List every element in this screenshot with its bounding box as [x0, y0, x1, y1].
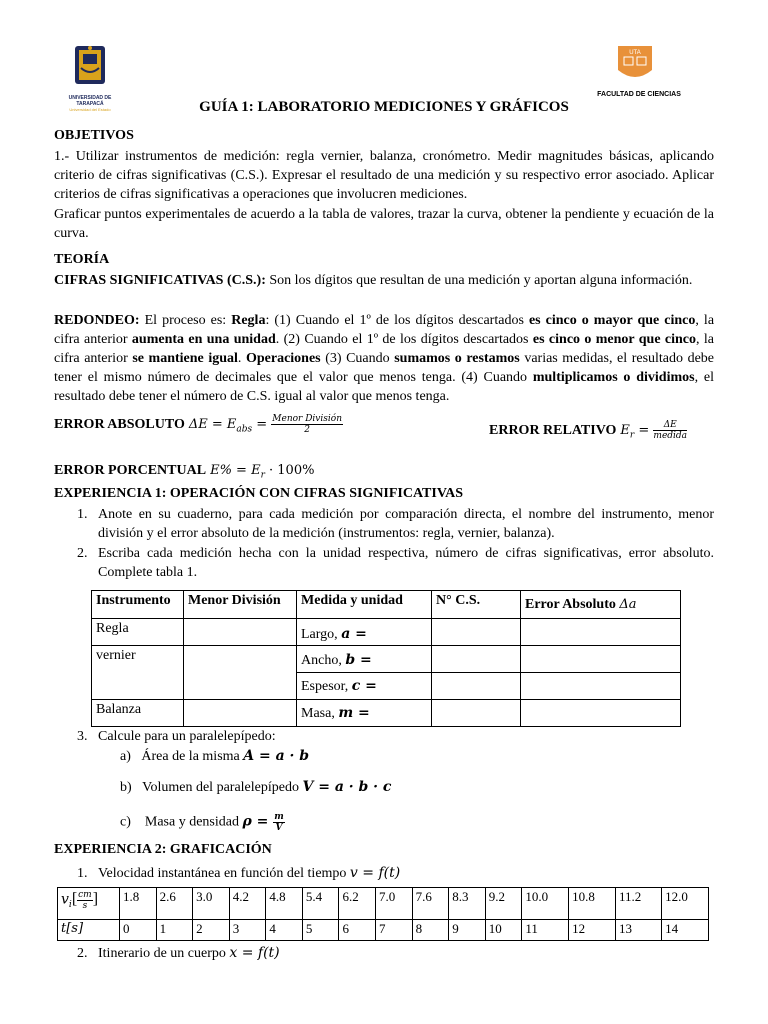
- table-cell: 10.8: [569, 888, 616, 920]
- exp2-item-2-text: Itinerario de un cuerpo: [98, 946, 230, 961]
- redondeo-text: , el resultado debe tener el número de C.S. igual al valor que menos tenga.: [54, 370, 714, 404]
- faculty-logo: [590, 44, 680, 99]
- error-porcentual-expr: [210, 463, 315, 481]
- tabla-1: [91, 590, 681, 727]
- table-cell: 5.4: [302, 888, 339, 920]
- exp1-item-2: Escriba cada medición hecha con la unidad respectiva, número de cifras significativas, error absoluto. Complete tabla 1.: [98, 546, 714, 580]
- sub-item-label: c): [120, 814, 131, 830]
- table-cell: [297, 700, 432, 727]
- table-row: [92, 700, 681, 727]
- table-cell: 1: [156, 920, 193, 941]
- table-cell: 7: [376, 920, 413, 941]
- faculty-name: FACULTAD DE CIENCIAS: [597, 91, 681, 98]
- table-cell: 12: [569, 920, 616, 941]
- math-text: =: [634, 423, 654, 439]
- redondeo-label: REDONDEO:: [54, 313, 140, 328]
- objetivos-paragraph-1: 1.- Utilizar instrumentos de medición: regla vernier, balanza, cronómetro. Medir magnitudes básicas, aplicando criterio de cifras significativas (C.S.). Expresar el resultado de una medición y su respectivo error asociado. Aplicar criterios de cifras significativas a operaciones que involucren mediciones.: [54, 149, 714, 202]
- table-cell-text: Masa,: [301, 706, 339, 721]
- faculty-badge-text: UTA: [629, 50, 641, 56]
- error-porcentual-formula: [54, 461, 314, 481]
- fraction-denominator: V: [275, 823, 283, 833]
- error-absoluto-expr: [188, 417, 272, 435]
- table-row: [58, 888, 709, 920]
- table-cell: vernier: [92, 646, 184, 700]
- fraction-denominator: s: [82, 901, 88, 911]
- sub-item-b: [120, 778, 391, 797]
- table-cell: [297, 619, 432, 646]
- teoria-heading: TEORÍA: [54, 252, 110, 267]
- table-cell: [184, 619, 297, 646]
- table-cell: 4: [266, 920, 303, 941]
- table-cell-text: Ancho,: [301, 653, 346, 668]
- table-cell: [184, 700, 297, 727]
- table-cell: [432, 646, 521, 673]
- density-formula: ρ =: [242, 813, 274, 830]
- table-cell-text: Espesor,: [301, 679, 352, 694]
- sub-item-c: [120, 812, 285, 833]
- table-cell: [432, 700, 521, 727]
- delta-a-symbol: Δa: [619, 597, 637, 612]
- redondeo-text: (3) Cuando: [320, 351, 395, 366]
- redondeo-bold: aumenta en una unidad: [131, 332, 276, 347]
- math-text: =: [252, 417, 272, 433]
- university-name: UNIVERSIDAD DE TARAPACÁ: [68, 95, 112, 107]
- faculty-shield-icon: [590, 44, 680, 86]
- table-cell: 8.3: [449, 888, 486, 920]
- table-cell: 10: [485, 920, 522, 941]
- math-sub: abs: [236, 424, 253, 435]
- redondeo-bold: sumamos o restamos: [394, 351, 520, 366]
- unit-fraction: [77, 890, 93, 911]
- page-title: GUÍA 1: LABORATORIO MEDICIONES Y GRÁFICOS: [199, 99, 569, 115]
- table-cell: 7.6: [412, 888, 449, 920]
- redondeo-bold: es cinco o menor que cinco: [532, 332, 697, 347]
- redondeo-bold: es cinco o mayor que cinco: [528, 313, 696, 328]
- table-cell: 0: [120, 920, 157, 941]
- university-logo: [55, 44, 125, 112]
- exp1-item-3-number: 3.: [77, 729, 88, 744]
- exp2-item-1: [98, 864, 400, 883]
- redondeo-text: .: [237, 351, 246, 366]
- table-cell: [297, 673, 432, 700]
- experiencia-1-heading: EXPERIENCIA 1: OPERACIÓN CON CIFRAS SIGNIFICATIVAS: [54, 486, 464, 501]
- bracket-close: ]: [92, 890, 99, 908]
- table-cell: [432, 619, 521, 646]
- fraction-numerator: ΔE: [653, 420, 687, 431]
- fraction-numerator: m: [274, 812, 284, 822]
- table-cell: 3.0: [193, 888, 230, 920]
- error-relativo-expr: [620, 423, 654, 441]
- table-cell: [521, 700, 681, 727]
- fraction-denominator: 2: [304, 425, 311, 435]
- sub-item-text: Volumen del paralelepípedo: [142, 780, 303, 795]
- experiencia-2-heading: EXPERIENCIA 2: GRAFICACIÓN: [54, 842, 272, 857]
- table-cell: Balanza: [92, 700, 184, 727]
- position-function: x = f(t): [229, 945, 280, 961]
- objetivos-paragraph-2: Graficar puntos experimentales de acuerdo a la tabla de valores, trazar la curva, obtener la pendiente y ecuación de la curva.: [54, 207, 714, 241]
- table-cell: 2.6: [156, 888, 193, 920]
- variable-symbol: m =: [338, 705, 370, 721]
- sub-item-label: a): [120, 749, 131, 764]
- table-cell: 14: [662, 920, 709, 941]
- redondeo-bold: Operaciones: [245, 351, 321, 366]
- math-sub: i: [68, 900, 72, 911]
- table-cell-text: Largo,: [301, 627, 342, 642]
- sub-item-text: Masa y densidad: [144, 814, 243, 830]
- redondeo-text: El proceso es:: [139, 313, 232, 328]
- cifras-significativas-definition: [54, 271, 714, 290]
- exp2-item-2: [98, 944, 280, 963]
- table-header-cell: Medida y unidad: [297, 591, 432, 619]
- bracket-open: [: [71, 890, 78, 908]
- table-cell: [521, 646, 681, 673]
- variable-symbol: c =: [351, 678, 377, 694]
- exp2-item-1-text: Velocidad instantánea en función del tiempo: [98, 866, 350, 881]
- table-cell: [521, 673, 681, 700]
- table-cell: [432, 673, 521, 700]
- cifras-significativas-label: CIFRAS SIGNIFICATIVAS (C.S.):: [54, 273, 266, 288]
- university-tagline: Universidad del Estado: [69, 107, 111, 112]
- table-cell: 12.0: [662, 888, 709, 920]
- table-cell: 9.2: [485, 888, 522, 920]
- variable-symbol: a =: [341, 626, 367, 642]
- table-row: [92, 619, 681, 646]
- density-fraction: [273, 812, 285, 833]
- exp2-item-2-number: 2.: [77, 946, 88, 961]
- redondeo-bold: Regla: [231, 313, 266, 328]
- table-cell: 4.8: [266, 888, 303, 920]
- table-header-cell: [521, 591, 681, 619]
- redondeo-paragraph: [54, 311, 714, 406]
- table-header-cell: N° C.S.: [432, 591, 521, 619]
- velocity-time-table: [57, 887, 709, 941]
- area-formula: A = a · b: [243, 748, 310, 764]
- table-cell: 2: [193, 920, 230, 941]
- time-row-label: t[s]: [58, 920, 120, 941]
- university-shield-icon: [55, 44, 125, 90]
- table-cell: [521, 619, 681, 646]
- error-relativo-formula: [489, 420, 687, 441]
- math-sub: r: [629, 430, 635, 441]
- table-header-cell: Menor División: [184, 591, 297, 619]
- error-absoluto-formula: [54, 414, 343, 435]
- error-relativo-label: ERROR RELATIVO: [489, 423, 617, 439]
- volume-formula: V = a · b · c: [302, 779, 392, 795]
- error-absoluto-label: ERROR ABSOLUTO: [54, 417, 185, 433]
- table-cell: 3: [229, 920, 266, 941]
- table-cell: 9: [449, 920, 486, 941]
- variable-symbol: b =: [345, 652, 372, 668]
- exp1-item-3: Calcule para un paralelepípedo:: [98, 729, 276, 744]
- table-cell: 6.2: [339, 888, 376, 920]
- table-cell: 4.2: [229, 888, 266, 920]
- table-cell: 11: [522, 920, 569, 941]
- redondeo-bold: se mantiene igual: [132, 351, 238, 366]
- math-text: E: [620, 423, 630, 439]
- error-absoluto-fraction: [271, 414, 343, 435]
- redondeo-text: , la cifra anterior: [54, 332, 715, 366]
- sub-item-a: [120, 747, 309, 766]
- fraction-denominator: medida: [653, 431, 688, 441]
- table-cell: Regla: [92, 619, 184, 646]
- sub-item-text: Área de la misma: [141, 749, 244, 764]
- table-cell: 7.0: [376, 888, 413, 920]
- table-row: [92, 646, 681, 673]
- redondeo-text: : (1) Cuando el 1º de los dígitos descartados: [265, 313, 529, 328]
- table-cell: 13: [615, 920, 661, 941]
- redondeo-text: varias medidas, el resultado debe tener el mismo número de decimales que el valor que menos tenga. (4) Cuando: [54, 351, 715, 385]
- math-sub: r: [260, 470, 265, 481]
- exp1-item-2-number: 2.: [77, 546, 88, 561]
- math-text: ΔE = E: [188, 417, 237, 433]
- table-cell: [184, 646, 297, 700]
- cifras-significativas-text: Son los dígitos que resultan de una medición y aportan alguna información.: [265, 273, 693, 288]
- error-relativo-fraction: [653, 420, 687, 441]
- table-cell: [297, 646, 432, 673]
- table-cell: 8: [412, 920, 449, 941]
- sub-item-label: b): [120, 780, 132, 795]
- table-header-text: Error Absoluto: [525, 597, 616, 612]
- table-row: [58, 920, 709, 941]
- table-cell: 11.2: [615, 888, 661, 920]
- velocity-row-label: [58, 888, 120, 920]
- exp2-item-1-number: 1.: [77, 866, 88, 881]
- redondeo-text: , la cifra anterior: [54, 313, 715, 347]
- table-cell: 6: [339, 920, 376, 941]
- error-porcentual-label: ERROR PORCENTUAL: [54, 463, 207, 478]
- table-header-cell: Instrumento: [92, 591, 184, 619]
- table-cell: 1.8: [120, 888, 157, 920]
- math-text: v: [61, 891, 69, 908]
- exp1-item-1: Anote en su cuaderno, para cada medición por comparación directa, el nombre del instrumento, menor división y el error absoluto de la medición (instrumentos: regla, vernier, balanza).: [98, 507, 714, 541]
- table-header-row: [92, 591, 681, 619]
- table-cell: 5: [302, 920, 339, 941]
- objetivos-heading: OBJETIVOS: [54, 128, 134, 143]
- redondeo-bold: multiplicamos o dividimos: [532, 370, 695, 385]
- redondeo-text: . (2) Cuando el 1º de los dígitos descartados: [275, 332, 533, 347]
- math-text: E% = E: [210, 463, 261, 478]
- math-text: · 100%: [264, 463, 315, 478]
- fraction-numerator: cm: [78, 890, 92, 900]
- table-cell: 10.0: [522, 888, 569, 920]
- fraction-numerator: Menor División: [272, 414, 342, 424]
- exp1-item-1-number: 1.: [77, 507, 88, 522]
- velocity-function: v = f(t): [349, 865, 401, 881]
